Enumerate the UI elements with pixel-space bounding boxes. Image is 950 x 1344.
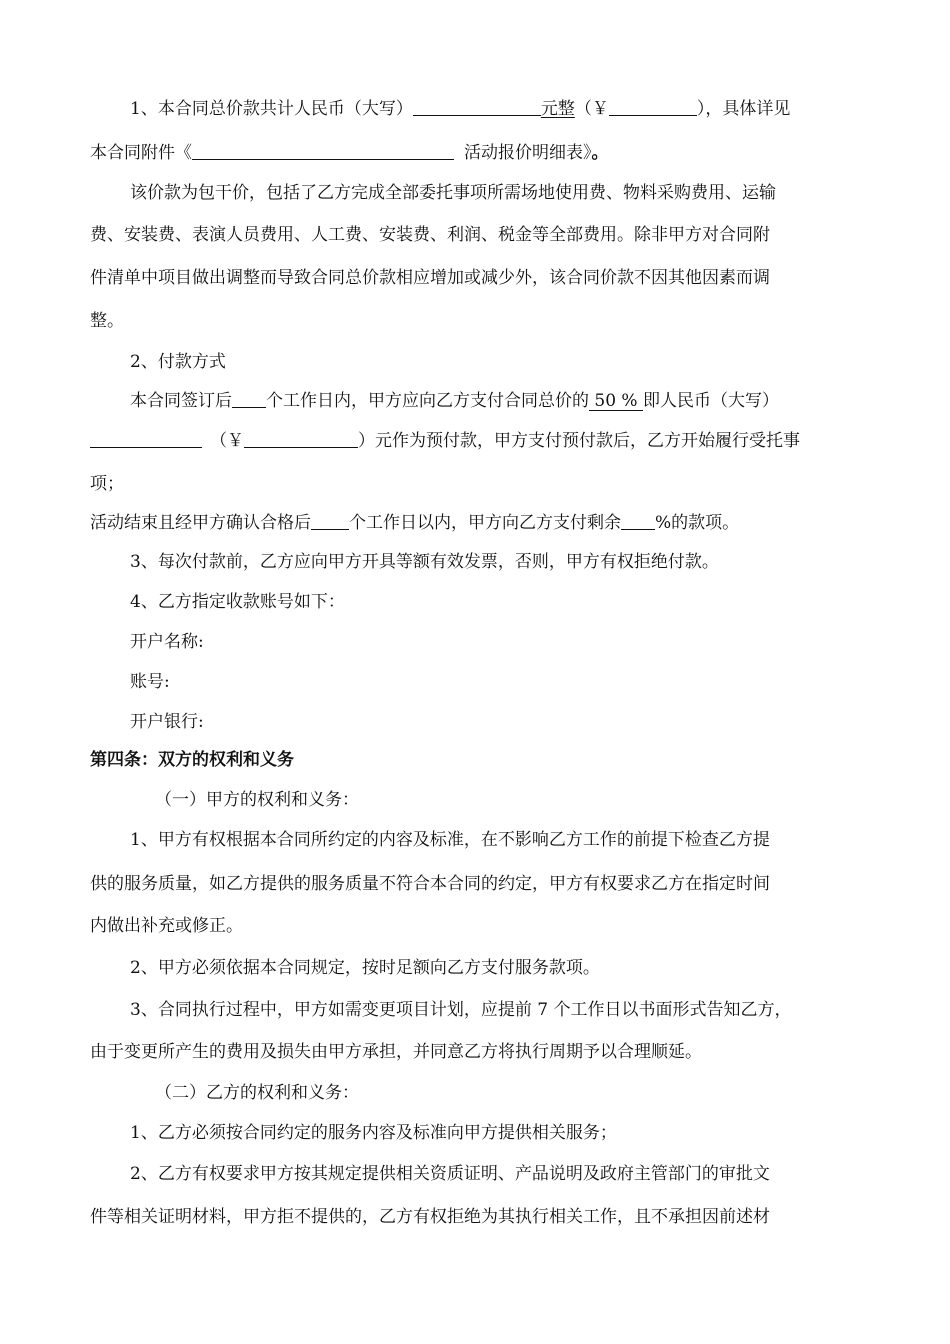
party-a-item-1-line-2: 供的服务质量，如乙方提供的服务质量不符合本合同的约定，甲方有权要求乙方在指定时间 [90, 874, 770, 894]
period-text: 。 [591, 143, 609, 163]
quote-detail-text: 活动报价明细表》 [464, 143, 592, 163]
prepayment-line-2 [90, 429, 800, 453]
prepayment-line-3: 项； [90, 474, 124, 494]
remaining-percent-blank [621, 511, 655, 530]
workdays-blank [232, 389, 266, 408]
prepayment-text: ）元作为预付款，甲方支付预付款后，乙方开始履行受托事 [358, 431, 800, 451]
clause-total-price-line [130, 97, 790, 121]
account-clause: 4、乙方指定收款账号如下： [130, 592, 345, 612]
prepayment-figures-blank [244, 429, 358, 448]
party-a-item-2: 2、甲方必须依据本合同规定，按时足额向乙方支付服务款项。 [130, 958, 600, 978]
article-four-heading: 第四条：双方的权利和义务 [90, 750, 294, 770]
party-a-item-1-line-1: 1、甲方有权根据本合同所约定的内容及标准，在不影响乙方工作的前提下检查乙方提 [130, 830, 770, 850]
prepayment-line-1 [130, 389, 779, 413]
party-b-item-2-line-1: 2、乙方有权要求甲方按其规定提供相关资质证明、产品说明及政府主管部门的审批文 [130, 1164, 770, 1184]
total-price-label: 1、本合同总价款共计人民币（大写） [130, 99, 413, 119]
annex-label: 本合同附件《 [90, 143, 192, 163]
remaining-text: 个工作日以内，甲方向乙方支付剩余 [349, 513, 621, 533]
yen-open-text-2: （￥ [210, 431, 244, 451]
price-paragraph-line-2: 费、安装费、表演人员费用、人工费、安装费、利润、税金等全部费用。除非甲方对合同附 [90, 225, 770, 245]
party-a-item-3-line-2: 由于变更所产生的费用及损失由甲方承担，并同意乙方将执行周期予以合理顺延。 [90, 1042, 702, 1062]
account-name-label: 开户名称: [130, 632, 204, 652]
yuan-zheng-text: 元整 [540, 99, 575, 119]
party-b-item-1: 1、乙方必须按合同约定的服务内容及标准向甲方提供相关服务； [130, 1123, 617, 1143]
after-event-text: 活动结束且经甲方确认合格后 [90, 513, 311, 533]
details-see-text: ），具体详见 [696, 99, 791, 119]
prepayment-words-blank [90, 429, 202, 448]
prepayment-percent: 50 % [589, 392, 643, 411]
amount-in-figures-blank [609, 97, 697, 116]
price-paragraph-line-1: 该价款为包干价，包括了乙方完成全部委托事项所需场地使用费、物料采购费用、运输 [130, 183, 776, 203]
final-payment-line [90, 511, 739, 535]
amount-in-words-blank [413, 97, 541, 116]
party-b-item-2-line-2: 件等相关证明材料，甲方拒不提供的，乙方有权拒绝为其执行相关工作，且不承担因前述材 [90, 1207, 770, 1227]
party-a-item-3-line-1: 3、合同执行过程中，甲方如需变更项目计划，应提前 7 个工作日以书面形式告知乙方， [130, 1000, 792, 1020]
invoice-clause: 3、每次付款前，乙方应向甲方开具等额有效发票，否则，甲方有权拒绝付款。 [130, 552, 719, 572]
rmb-in-words-text: 即人民币（大写） [643, 391, 779, 411]
account-number-label: 账号: [130, 672, 170, 692]
bank-label: 开户银行: [130, 712, 204, 732]
workdays-text: 个工作日内，甲方应向乙方支付合同总价的 [266, 391, 589, 411]
percent-payment-text: %的款项。 [655, 513, 740, 533]
price-paragraph-line-4: 整。 [90, 311, 124, 331]
party-a-section-title: （一）甲方的权利和义务： [155, 790, 359, 810]
party-a-item-1-line-3: 内做出补充或修正。 [90, 916, 243, 936]
annex-name-blank [192, 141, 454, 160]
final-workdays-blank [311, 511, 349, 530]
after-signing-text: 本合同签订后 [130, 391, 232, 411]
party-b-section-title: （二）乙方的权利和义务： [155, 1083, 359, 1103]
yen-open-text: （￥ [574, 99, 609, 119]
annex-line [90, 141, 609, 165]
price-paragraph-line-3: 件清单中项目做出调整而导致合同总价款相应增加或减少外，该合同价款不因其他因素而调 [90, 268, 770, 288]
payment-method-title: 2、付款方式 [130, 352, 226, 372]
